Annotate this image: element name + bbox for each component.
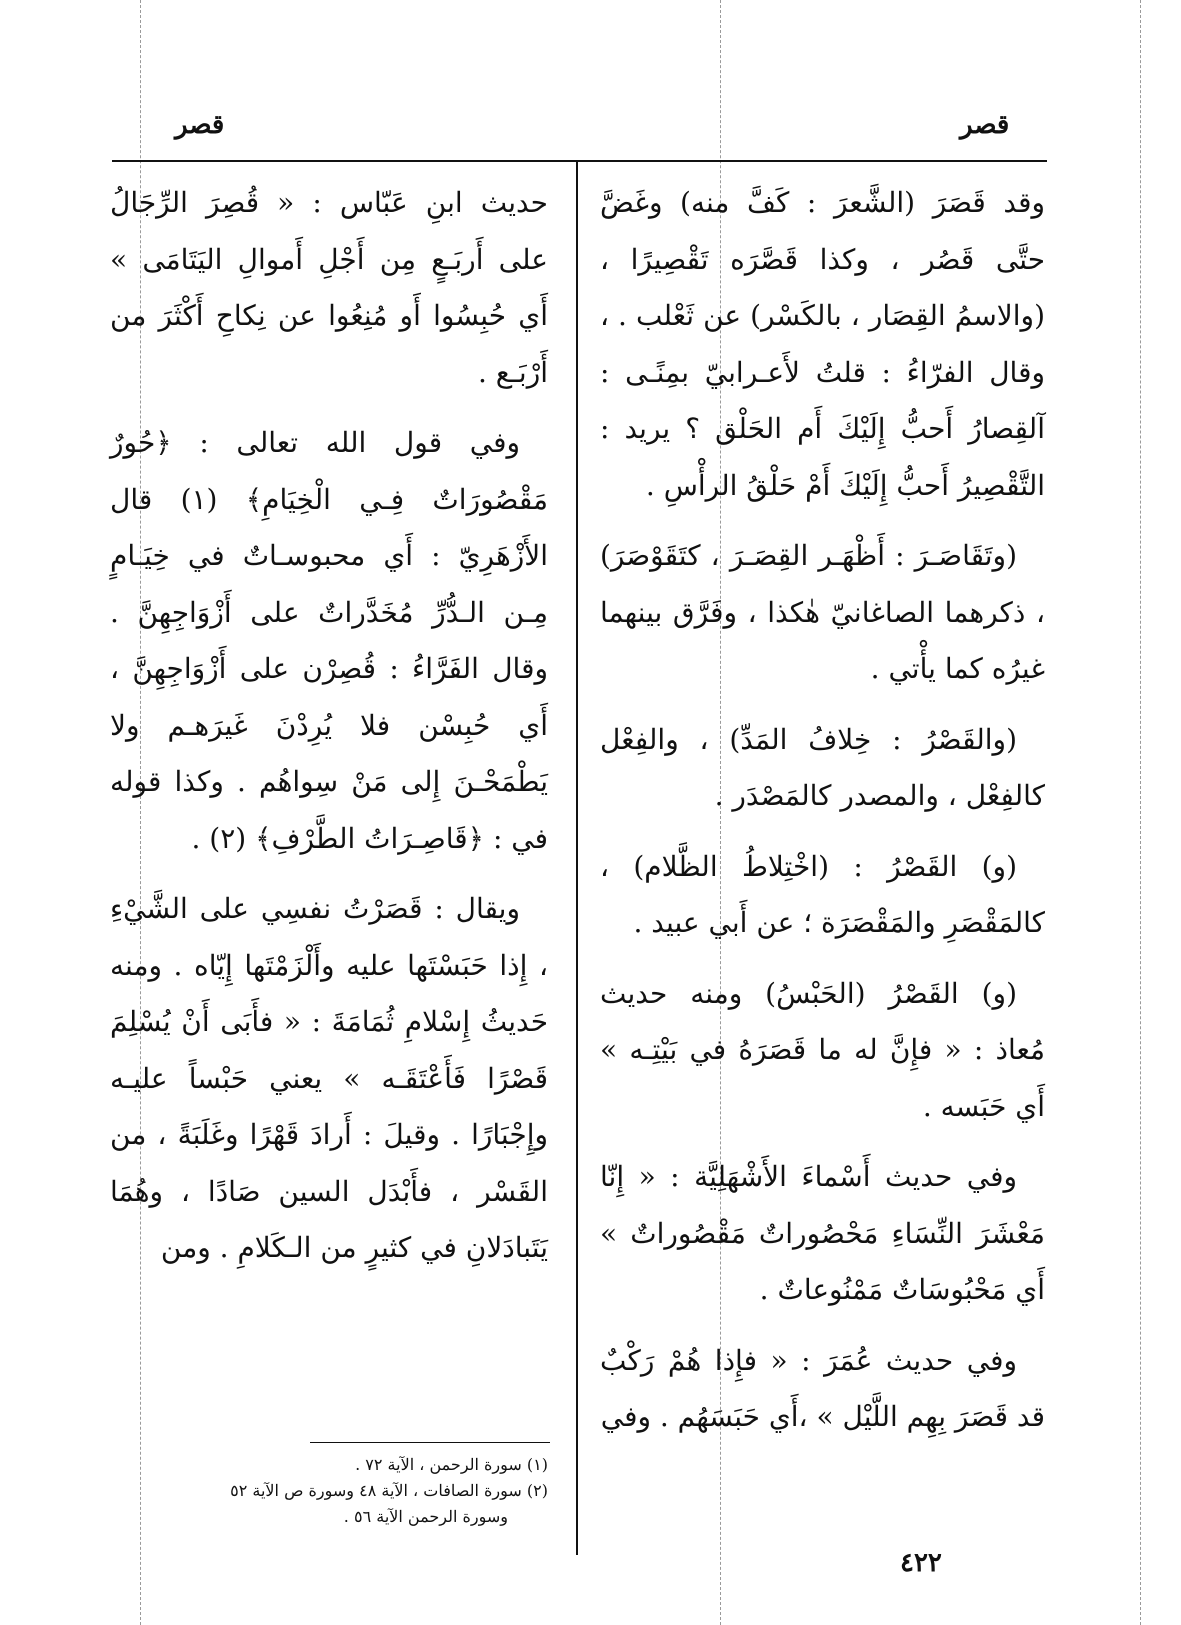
footnotes bbox=[110, 1452, 548, 1530]
paragraph: وفي حديث أَسْماءَ الأَشْهَلِيَّة : « إِنّا مَعْشَرَ النِّسَاءِ مَحْصُوراتٌ مَقْصُوراتٌ » أَي مَحْبُوسَاتٌ مَمْنُوعاتٌ . bbox=[600, 1160, 1045, 1306]
left-column bbox=[110, 175, 548, 1291]
fold-line bbox=[1140, 0, 1141, 1625]
paragraph: (و) القَصْرُ : (اخْتِلاطُ الظَّلام) ، كالمَقْصَرِ والمَقْصَرَة ؛ عن أَبي عبيد . bbox=[600, 849, 1045, 939]
paragraph: ويقال : قَصَرْتُ نفسِي على الشَّيْءِ ، إِذا حَبَسْتَها عليه وأَلْزَمْتَها إِيّاه . ومنه حَديثُ إِسْلامِ ثُمَامَةَ : « فأَبَى أَنْ يُسْلِمَ قَصْرًا فَأَعْتَقَـه » يعني حَبْساً عليـه وإِجْبَارًا . وقيلَ : أَرادَ قَهْرًا وغَلَبَةً ، من القَسْر ، فأَبْدَل السين صَادًا ، وهُمَا يَتَبادَلانِ في كثيرٍ من الـكَلامِ . ومن bbox=[110, 892, 548, 1264]
footnote-1: (١) سورة الرحمن ، الآية ٧٢ . bbox=[355, 1455, 548, 1474]
running-head-left: قصر bbox=[175, 110, 225, 140]
footnote-2-continuation: وسورة الرحمن الآية ٥٦ . bbox=[343, 1507, 508, 1526]
paragraph: وقد قَصَرَ (الشَّعرَ : كَفَّ منه) وغَضَّ حتَّى قَصُر ، وكذا قَصَّرَه تَقْصِيرًا ، (والاسمُ القِصَار ، بالكَسْر) عن ثَعْلب . ، وقال الفرّاءُ : قلتُ لأَعـرابيّ بمِنًـى : آلقِصارُ أَحبُّ إِلَيْكَ أَم الحَلْق ؟ يريد : التَّقْصِيرُ أَحبُّ إِلَيْكَ أَمْ حَلْقُ الرأْسِ . bbox=[600, 186, 1045, 502]
running-head-right: قصر bbox=[960, 110, 1010, 140]
right-column bbox=[600, 175, 1045, 1460]
paragraph: وفي قول الله تعالى : ﴿حُورٌ مَقْصُورَاتٌ فِـي الْخِيَامِ﴾ (١) قال الأَزْهَرِيّ : أَي محبوسـاتٌ في خِيَـامٍ مِـن الـدُّرِّ مُخَدَّراتٌ على أَزْوَاجِهِنَّ . وقال الفَرَّاءُ : قُصِرْن على أَزْوَاجِهِنَّ ، أَي حُبِسْن فلا يُرِدْنَ غَيرَهـم ولا يَطْمَحْـنَ إِلى مَنْ سِواهُم . وكذا قوله في : ﴿قَاصِـرَاتُ الطَّرْفِ﴾ (٢) . bbox=[110, 426, 548, 855]
footnote-rule bbox=[310, 1442, 550, 1443]
paragraph: وفي حديث عُمَرَ : « فإِذا هُمْ رَكْبٌ قد قَصَرَ بِهِم اللَّيْل » ،أَي حَبَسَهُم . وفي bbox=[600, 1343, 1045, 1433]
column-divider bbox=[576, 160, 578, 1555]
paragraph: حديث ابنِ عَبّاس : « قُصِرَ الرِّجَالُ على أَربَـعٍ مِن أَجْلِ أَموالِ اليَتَامَى » أَي حُبِسُوا أَو مُنِعُوا عن نِكاحِ أَكْثَرَ من أَرْبَـع . bbox=[110, 186, 548, 389]
page-number: ٤٢٢ bbox=[900, 1548, 942, 1578]
header-rule bbox=[112, 160, 1047, 162]
paragraph: (و) القَصْرُ (الحَبْسُ) ومنه حديث مُعاذ : « فإِنَّ له ما قَصَرَهُ في بَيْتِـه » أَي حَبَسه . bbox=[600, 976, 1045, 1123]
footnote-2: (٢) سورة الصافات ، الآية ٤٨ وسورة ص الآية ٥٢ bbox=[230, 1481, 548, 1500]
paragraph: (والقَصْرُ : خِلافُ المَدِّ) ، والفِعْل كالفِعْل ، والمصدر كالمَصْدَر . bbox=[600, 722, 1045, 812]
paragraph: (وتَقَاصَـرَ : أَظْهَـر القِصَـرَ ، كتَقَوْصَرَ) ، ذكرهما الصاغانيّ هٰكذا ، وفَرَّق بينهما غيرُه كما يأْتي . bbox=[600, 539, 1045, 685]
